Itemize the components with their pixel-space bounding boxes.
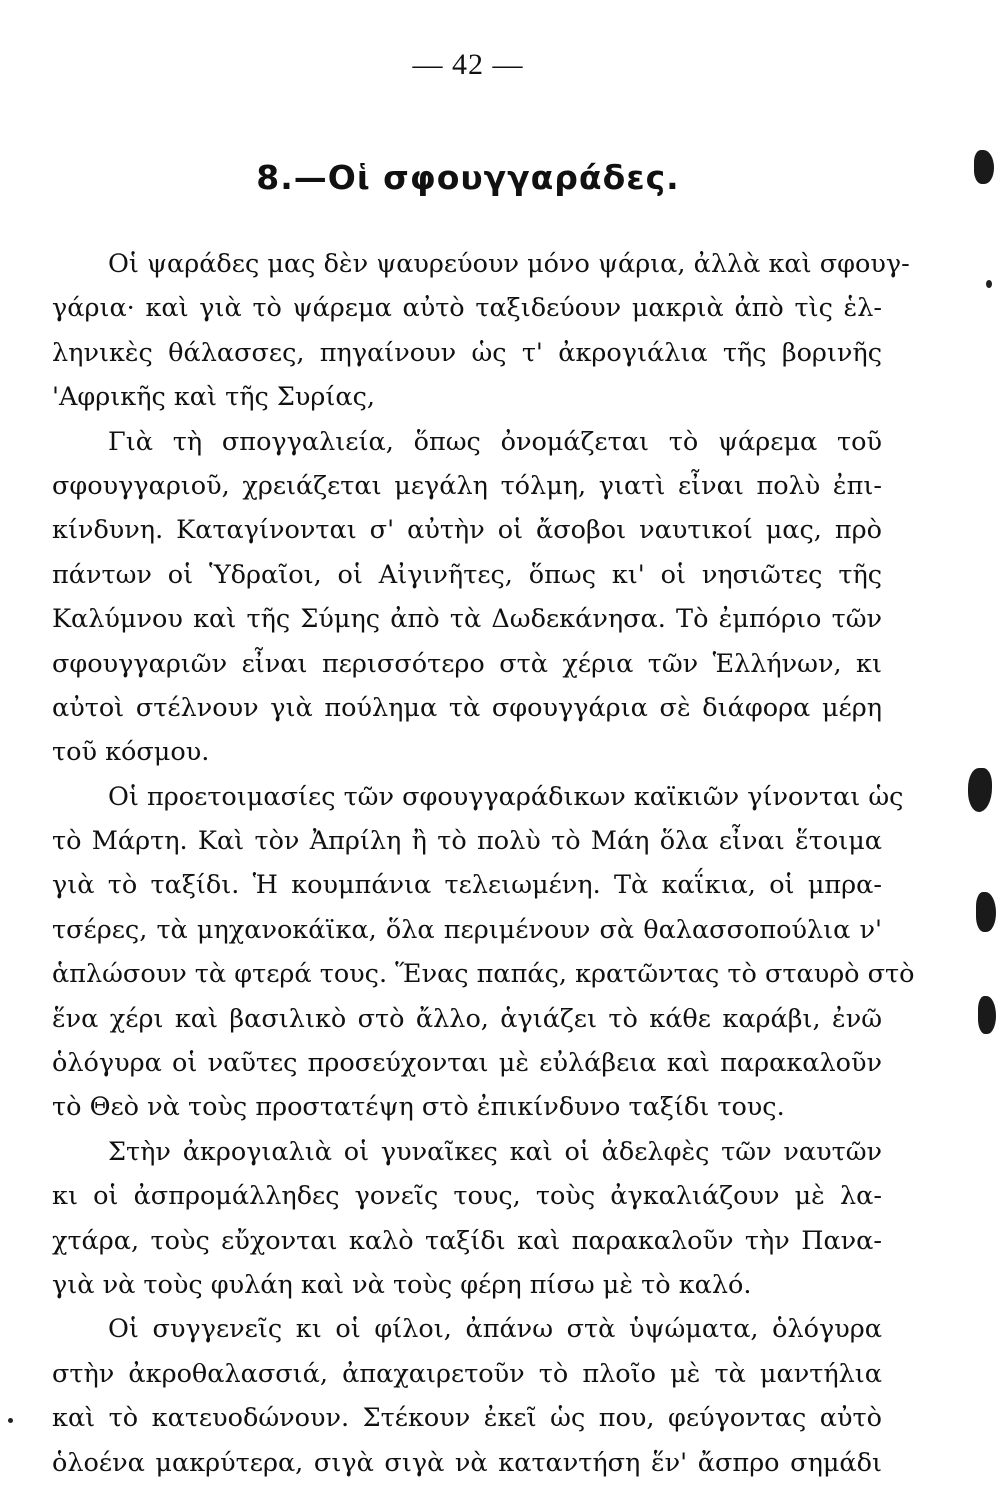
text-line: τὸ Μάρτη. Καὶ τὸν Ἀπρίλη ἢ τὸ πολὺ τὸ Μάη ὅλα εἶναι ἕτοιμα <box>52 826 882 857</box>
text-line: πάντων οἱ Ὑδραῖοι, οἱ Αἰγινῆτες, ὅπως κι' οἱ νησιῶτες τῆς <box>52 559 882 590</box>
text-line: γιὰ νὰ τοὺς φυλάη καὶ νὰ τοὺς φέρη πίσω μὲ τὸ καλό. <box>52 1269 752 1300</box>
text-line: Οἱ συγγενεῖς κι οἱ φίλοι, ἀπάνω στὰ ὑψώματα, ὁλόγυρα <box>108 1314 882 1345</box>
text-line: κίνδυνη. Καταγίνονται σ' αὐτὴν οἱ ἄσοβοι ναυτικοί μας, πρὸ <box>52 515 882 546</box>
text-line: Οἱ προετοιμασίες τῶν σφουγγαράδικων καϊκιῶν γίνονται ὡς <box>108 781 904 812</box>
text-line: κι οἱ ἀσπρομάλληδες γονεῖς τους, τοὺς ἀγκαλιάζουν μὲ λα- <box>52 1181 882 1212</box>
text-line: τσέρες, τὰ μηχανοκάϊκα, ὅλα περιμένουν σὰ θαλασσοπούλια ν' <box>52 914 882 945</box>
text-line: Στὴν ἀκρογιαλιὰ οἱ γυναῖκες καὶ οἱ ἀδελφὲς τῶν ναυτῶν <box>108 1136 882 1167</box>
text-line: ἁπλώσουν τὰ φτερά τους. Ἕνας παπάς, κρατῶντας τὸ σταυρὸ στὸ <box>52 959 915 990</box>
ink-blot <box>976 892 996 932</box>
ink-blot <box>978 996 996 1034</box>
text-line: αὐτοὶ στέλνουν γιὰ πούλημα τὰ σφουγγάρια σὲ διάφορα μέρη <box>52 692 882 723</box>
text-line: σφουγγαριοῦ, χρειάζεται μεγάλη τόλμη, γιατὶ εἶναι πολὺ ἐπι- <box>52 470 882 501</box>
page-number: — 42 — <box>412 48 524 81</box>
ink-blot <box>974 150 994 184</box>
text-line: ὁλόγυρα οἱ ναῦτες προσεύχονται μὲ εὐλάβεια καὶ παρακαλοῦν <box>52 1048 882 1079</box>
text-line: Καλύμνου καὶ τῆς Σύμης ἀπὸ τὰ Δωδεκάνησα. Τὸ ἐμπόριο τῶν <box>52 604 882 635</box>
text-line: καὶ τὸ κατευοδώνουν. Στέκουν ἐκεῖ ὡς που, φεύγοντας αὐτὸ <box>52 1403 882 1434</box>
ink-blot <box>968 768 992 812</box>
text-line: Οἱ ψαράδες μας δὲν ψαυρεύουν μόνο ψάρια, ἀλλὰ καὶ σφουγ- <box>108 249 910 279</box>
body-text <box>52 242 915 1485</box>
text-line: γάρια· καὶ γιὰ τὸ ψάρεμα αὐτὸ ταξιδεύουν μακριὰ ἀπὸ τὶς ἑλ- <box>52 293 882 324</box>
text-line: ὁλοένα μακρύτερα, σιγὰ σιγὰ νὰ καταντήση ἕν' ἄσπρο σημάδι <box>52 1447 882 1478</box>
text-line: τὸ Θεὸ νὰ τοὺς προστατέψη στὸ ἐπικίνδυνο ταξίδι τους. <box>52 1092 785 1123</box>
chapter-title: 8.—Οἱ σφουγγαράδες. <box>256 158 680 197</box>
text-line: Γιὰ τὴ σπογγαλιεία, ὅπως ὀνομάζεται τὸ ψάρεμα τοῦ <box>108 426 882 457</box>
text-line: ληνικὲς θάλασσες, πηγαίνουν ὡς τ' ἀκρογιάλια τῆς βορινῆς <box>52 337 882 368</box>
text-line: χτάρα, τοὺς εὔχονται καλὸ ταξίδι καὶ παρακαλοῦν τὴν Πανα- <box>52 1225 882 1256</box>
text-line: γιὰ τὸ ταξίδι. Ἡ κουμπάνια τελειωμένη. Τὰ καΐκια, οἱ μπρα- <box>52 870 882 901</box>
text-line: στὴν ἀκροθαλασσιά, ἀπαχαιρετοῦν τὸ πλοῖο μὲ τὰ μαντήλια <box>52 1358 882 1389</box>
text-line: ἕνα χέρι καὶ βασιλικὸ στὸ ἄλλο, ἁγιάζει τὸ κάθε καράβι, ἐνῶ <box>52 1003 882 1034</box>
ink-speck <box>8 1418 13 1423</box>
text-line: τοῦ κόσμου. <box>52 737 210 768</box>
text-line: 'Αφρικῆς καὶ τῆς Συρίας, <box>52 382 376 413</box>
ink-speck <box>986 280 992 288</box>
text-line: σφουγγαριῶν εἶναι περισσότερο στὰ χέρια τῶν Ἑλλήνων, κι <box>52 648 882 679</box>
